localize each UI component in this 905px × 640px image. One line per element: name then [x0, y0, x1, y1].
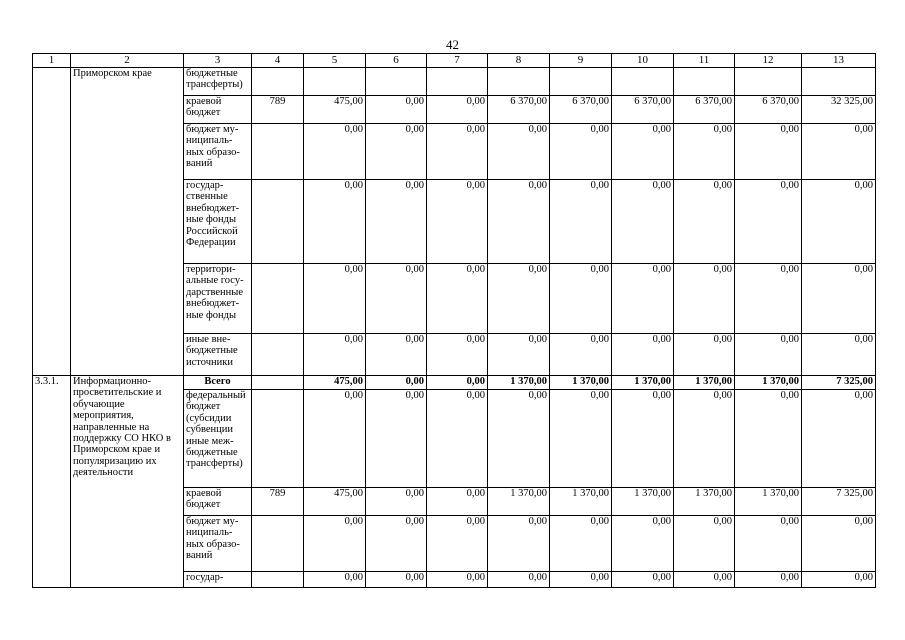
amount-cell: 0,00 — [674, 180, 735, 264]
amount-cell: 0,00 — [304, 264, 366, 334]
amount-cell: 0,00 — [427, 334, 488, 376]
amount-cell: 32 325,00 — [802, 96, 876, 124]
amount-cell: 0,00 — [366, 96, 427, 124]
amount-cell: 0,00 — [802, 516, 876, 572]
amount-cell: 0,00 — [488, 180, 550, 264]
amount-cell: 0,00 — [612, 516, 674, 572]
budget-code-cell — [252, 390, 304, 488]
amount-cell: 0,00 — [735, 264, 802, 334]
header-cell: 9 — [550, 54, 612, 68]
amount-cell: 0,00 — [674, 124, 735, 180]
amount-cell: 1 370,00 — [735, 376, 802, 390]
budget-code-cell: 789 — [252, 96, 304, 124]
amount-cell: 0,00 — [488, 124, 550, 180]
amount-cell: 475,00 — [304, 376, 366, 390]
amount-cell: 0,00 — [674, 334, 735, 376]
funding-source-cell: бюджет му-ниципаль-ных образо-ваний — [184, 124, 252, 180]
amount-cell: 0,00 — [735, 516, 802, 572]
amount-cell: 0,00 — [427, 264, 488, 334]
item-number-cell: 3.3.1. — [33, 376, 71, 588]
budget-code-cell — [252, 572, 304, 588]
amount-cell — [735, 68, 802, 96]
amount-cell: 0,00 — [735, 572, 802, 588]
amount-cell: 0,00 — [366, 390, 427, 488]
amount-cell: 0,00 — [488, 334, 550, 376]
amount-cell: 6 370,00 — [488, 96, 550, 124]
budget-code-cell — [252, 516, 304, 572]
amount-cell — [674, 68, 735, 96]
amount-cell: 0,00 — [550, 572, 612, 588]
amount-cell: 0,00 — [304, 572, 366, 588]
budget-code-cell — [252, 68, 304, 96]
funding-source-cell: Всего — [184, 376, 252, 390]
funding-source-cell: иные вне-бюджетные источники — [184, 334, 252, 376]
amount-cell: 0,00 — [550, 180, 612, 264]
amount-cell: 0,00 — [550, 516, 612, 572]
amount-cell: 0,00 — [427, 180, 488, 264]
amount-cell: 0,00 — [674, 516, 735, 572]
amount-cell: 0,00 — [366, 516, 427, 572]
amount-cell: 0,00 — [612, 334, 674, 376]
amount-cell: 0,00 — [612, 264, 674, 334]
amount-cell: 0,00 — [488, 390, 550, 488]
amount-cell: 0,00 — [550, 334, 612, 376]
amount-cell: 0,00 — [427, 572, 488, 588]
amount-cell: 0,00 — [735, 124, 802, 180]
header-cell: 6 — [366, 54, 427, 68]
amount-cell: 0,00 — [550, 124, 612, 180]
amount-cell: 0,00 — [550, 390, 612, 488]
header-cell: 5 — [304, 54, 366, 68]
budget-code-cell — [252, 264, 304, 334]
table-row — [33, 376, 876, 390]
funding-source-cell: бюджетные трансферты) — [184, 68, 252, 96]
amount-cell: 0,00 — [612, 124, 674, 180]
amount-cell: 0,00 — [427, 376, 488, 390]
amount-cell: 0,00 — [488, 572, 550, 588]
amount-cell: 0,00 — [304, 334, 366, 376]
amount-cell: 7 325,00 — [802, 488, 876, 516]
header-cell: 8 — [488, 54, 550, 68]
budget-code-cell — [252, 376, 304, 390]
amount-cell: 0,00 — [802, 264, 876, 334]
amount-cell — [427, 68, 488, 96]
amount-cell: 0,00 — [427, 516, 488, 572]
header-cell: 10 — [612, 54, 674, 68]
amount-cell: 0,00 — [427, 96, 488, 124]
amount-cell: 0,00 — [802, 572, 876, 588]
amount-cell — [304, 68, 366, 96]
amount-cell: 0,00 — [674, 264, 735, 334]
amount-cell: 1 370,00 — [674, 488, 735, 516]
header-cell: 4 — [252, 54, 304, 68]
amount-cell: 0,00 — [304, 180, 366, 264]
budget-table — [32, 53, 876, 588]
budget-code-cell — [252, 124, 304, 180]
funding-source-cell: федеральный бюджет (субсидии субвенции иные меж-бюджетные трансферты) — [184, 390, 252, 488]
page-number: 42 — [446, 37, 459, 52]
amount-cell — [488, 68, 550, 96]
header-cell: 12 — [735, 54, 802, 68]
amount-cell: 475,00 — [304, 96, 366, 124]
amount-cell: 0,00 — [304, 516, 366, 572]
amount-cell: 0,00 — [366, 264, 427, 334]
amount-cell: 1 370,00 — [735, 488, 802, 516]
amount-cell: 6 370,00 — [735, 96, 802, 124]
budget-code-cell: 789 — [252, 488, 304, 516]
amount-cell: 475,00 — [304, 488, 366, 516]
amount-cell: 0,00 — [802, 334, 876, 376]
amount-cell: 0,00 — [366, 488, 427, 516]
amount-cell: 0,00 — [735, 390, 802, 488]
amount-cell: 0,00 — [802, 124, 876, 180]
amount-cell: 0,00 — [304, 124, 366, 180]
item-name-cell: Приморском крае — [71, 68, 184, 376]
header-cell: 11 — [674, 54, 735, 68]
amount-cell: 0,00 — [366, 124, 427, 180]
amount-cell: 6 370,00 — [550, 96, 612, 124]
amount-cell: 1 370,00 — [550, 488, 612, 516]
amount-cell: 0,00 — [802, 390, 876, 488]
amount-cell: 0,00 — [612, 180, 674, 264]
amount-cell: 1 370,00 — [488, 488, 550, 516]
header-cell: 3 — [184, 54, 252, 68]
table-row — [33, 68, 876, 96]
budget-code-cell — [252, 334, 304, 376]
amount-cell: 0,00 — [366, 376, 427, 390]
amount-cell: 1 370,00 — [612, 488, 674, 516]
amount-cell — [802, 68, 876, 96]
amount-cell: 0,00 — [612, 390, 674, 488]
funding-source-cell: территори-альные госу-дарственные внебюджет-ные фонды — [184, 264, 252, 334]
amount-cell: 0,00 — [674, 390, 735, 488]
item-name-cell: Информационно-просветительские и обучающие мероприятия, направленные на поддержку СО НКО в Приморском крае и популяризацию их деятельности — [71, 376, 184, 588]
amount-cell — [550, 68, 612, 96]
amount-cell: 0,00 — [304, 390, 366, 488]
funding-source-cell: государ- — [184, 572, 252, 588]
amount-cell: 0,00 — [427, 488, 488, 516]
budget-code-cell — [252, 180, 304, 264]
amount-cell: 1 370,00 — [674, 376, 735, 390]
amount-cell: 6 370,00 — [674, 96, 735, 124]
amount-cell: 1 370,00 — [612, 376, 674, 390]
amount-cell: 0,00 — [366, 572, 427, 588]
funding-source-cell: государ-ственные внебюджет-ные фонды Российской Федерации — [184, 180, 252, 264]
amount-cell — [612, 68, 674, 96]
amount-cell: 0,00 — [366, 334, 427, 376]
amount-cell: 0,00 — [735, 180, 802, 264]
amount-cell: 7 325,00 — [802, 376, 876, 390]
funding-source-cell: краевой бюджет — [184, 96, 252, 124]
amount-cell: 0,00 — [366, 180, 427, 264]
header-cell: 13 — [802, 54, 876, 68]
funding-source-cell: бюджет му-ниципаль-ных образо-ваний — [184, 516, 252, 572]
amount-cell: 6 370,00 — [612, 96, 674, 124]
item-number-cell — [33, 68, 71, 376]
amount-cell: 0,00 — [488, 516, 550, 572]
amount-cell — [366, 68, 427, 96]
header-cell: 2 — [71, 54, 184, 68]
header-row — [33, 54, 876, 68]
header-cell: 1 — [33, 54, 71, 68]
header-cell: 7 — [427, 54, 488, 68]
amount-cell: 0,00 — [488, 264, 550, 334]
amount-cell: 0,00 — [674, 572, 735, 588]
amount-cell: 0,00 — [735, 334, 802, 376]
amount-cell: 1 370,00 — [550, 376, 612, 390]
funding-source-cell: краевой бюджет — [184, 488, 252, 516]
amount-cell: 1 370,00 — [488, 376, 550, 390]
amount-cell: 0,00 — [427, 390, 488, 488]
amount-cell: 0,00 — [802, 180, 876, 264]
amount-cell: 0,00 — [427, 124, 488, 180]
amount-cell: 0,00 — [550, 264, 612, 334]
amount-cell: 0,00 — [612, 572, 674, 588]
